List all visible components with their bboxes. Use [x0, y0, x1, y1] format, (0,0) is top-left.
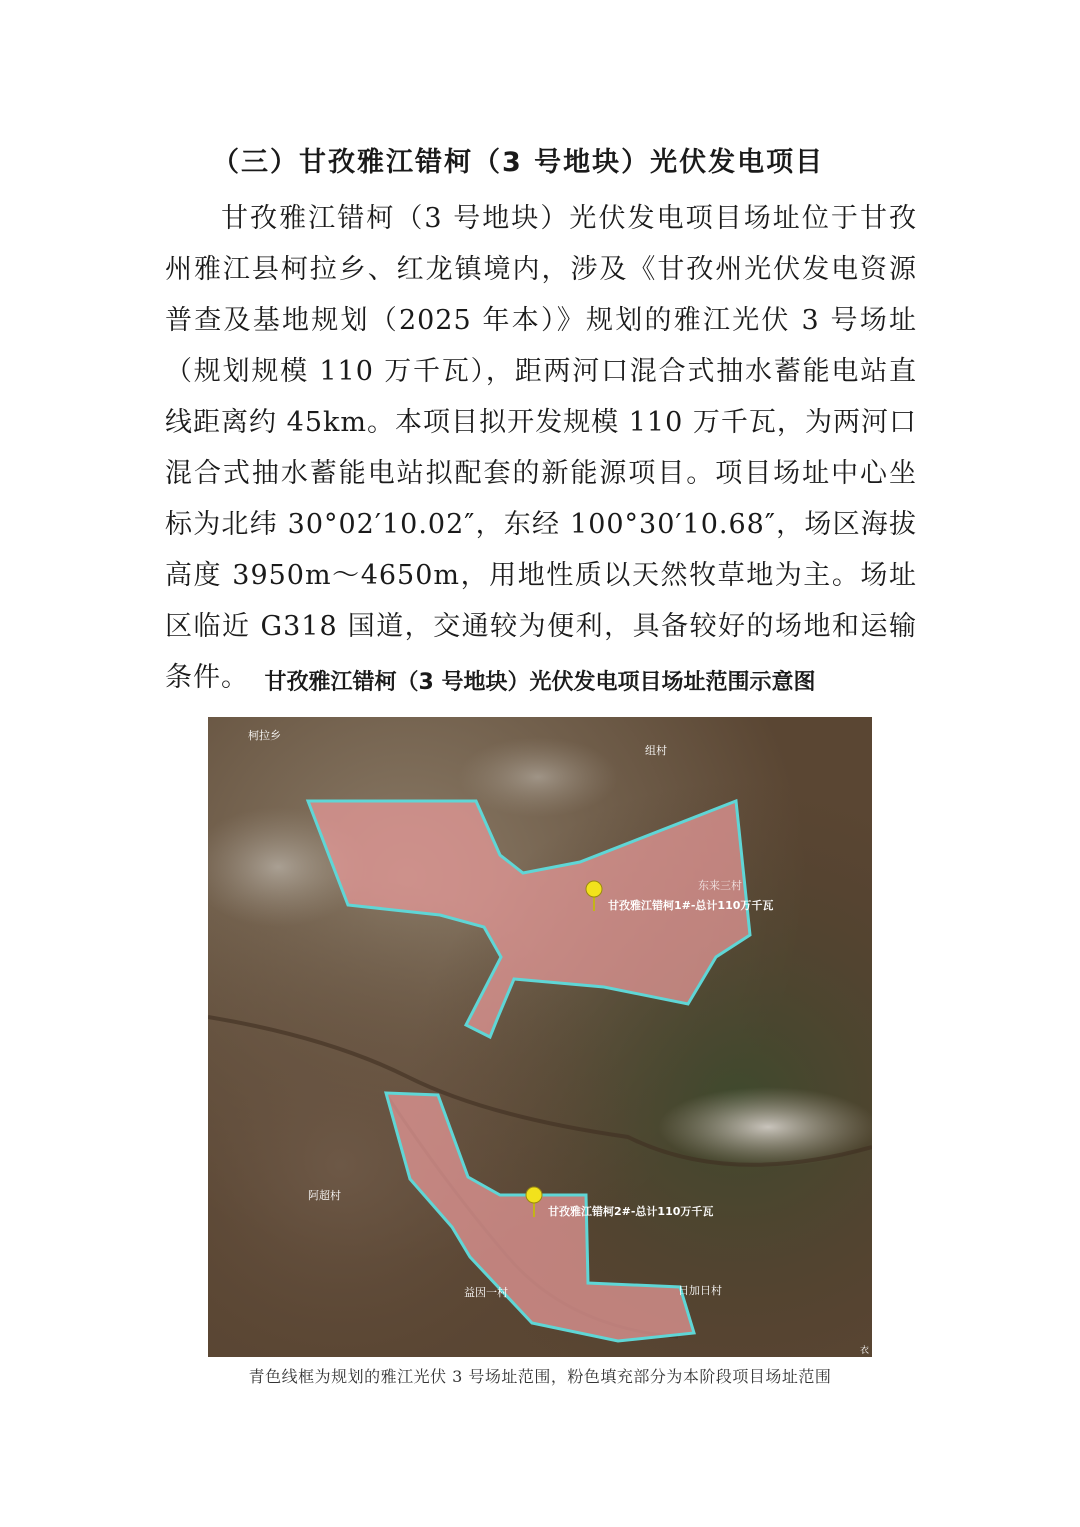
- place-label-yiyin: 益因一村: [464, 1286, 508, 1299]
- place-label-rijiari: 日加日村: [678, 1284, 722, 1297]
- satellite-map: [208, 717, 872, 1357]
- place-label-zucun: 组村: [645, 744, 667, 757]
- body-paragraph: 甘孜雅江错柯（3 号地块）光伏发电项目场址位于甘孜州雅江县柯拉乡、红龙镇境内，涉及《甘孜州光伏发电资源普查及基地规划（2025 年本）》规划的雅江光伏 3 号场址（规划规模 110 万千瓦），距两河口混合式抽水蓄能电站直线距离约 45km。本项目拟开发规模 110 万千瓦，为两河口混合式抽水蓄能电站拟配套的新能源项目。项目场址中心坐标为北纬 30°02′10.02″，东经 100°30′10.68″，场区海拔高度 3950m～4650m，用地性质以天然牧草地为主。场址区临近 G318 国道，交通较为便利，具备较好的场地和运输条件。: [165, 203, 917, 693]
- figure-title: 甘孜雅江错柯（3 号地块）光伏发电项目场址范围示意图: [264, 670, 816, 695]
- corner-label: 衣: [860, 1346, 870, 1356]
- section-heading: （三）甘孜雅江错柯（3 号地块）光伏发电项目: [212, 147, 825, 178]
- place-label-donglai: 东来三村: [698, 879, 742, 892]
- place-label-kela: 柯拉乡: [248, 729, 281, 742]
- snow-patch: [458, 737, 618, 817]
- map-canvas: [208, 717, 872, 1357]
- marker-label-2: 甘孜雅江错柯2#-总计110万千瓦: [548, 1205, 714, 1218]
- place-label-achao: 阿超村: [308, 1189, 341, 1202]
- marker-label-1: 甘孜雅江错柯1#-总计110万千瓦: [608, 899, 774, 912]
- figure-caption: 青色线框为规划的雅江光伏 3 号场址范围，粉色填充部分为本阶段项目场址范围: [248, 1367, 832, 1386]
